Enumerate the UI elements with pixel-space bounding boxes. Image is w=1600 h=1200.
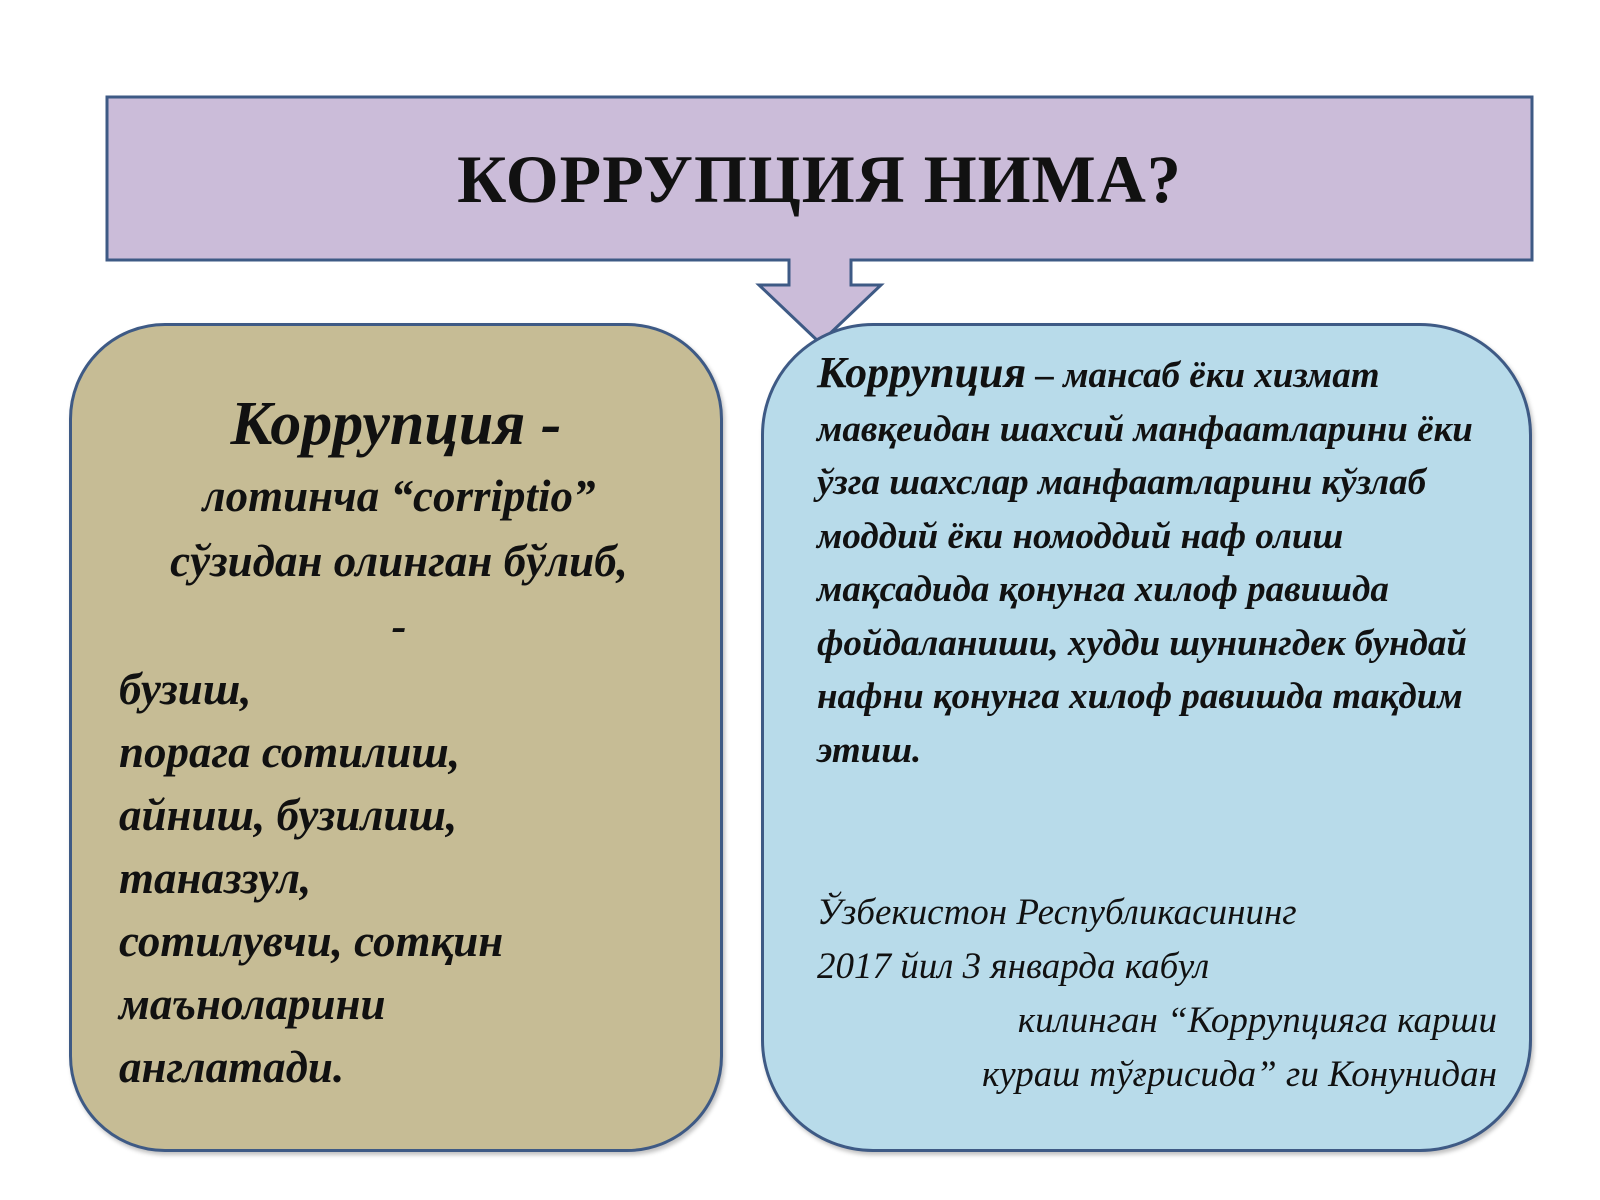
meanings-list — [119, 658, 709, 1099]
definition-term: Коррупция — [817, 348, 1027, 397]
etymology-subtitle — [92, 464, 706, 659]
etymology-subtitle-line: сўзидан олинган бўлиб, — [170, 536, 628, 586]
definition-text — [817, 346, 1497, 777]
etymology-box — [69, 323, 723, 1152]
meaning-item: таназзул, — [119, 853, 312, 903]
definition-body: – мансаб ёки хизмат мавқеидан шахсий манфаатларини ёки ўзга шахслар манфаатларини кўзлаб моддий ёки номоддий наф олиш мақсадида қонунга хилоф равишда фойдаланиши, худди шунингдек бундай нафни қонунга хилоф равишда тақдим этиш. — [817, 355, 1473, 771]
law-source-line: 2017 йил 3 январда кабул — [817, 946, 1210, 987]
law-source — [817, 886, 1497, 1102]
meaning-item: бузиш, — [119, 664, 252, 714]
meaning-item: англатади. — [119, 1042, 345, 1092]
etymology-subtitle-line: - — [391, 601, 407, 651]
law-source-line: Ўзбекистон Республикасининг — [817, 892, 1297, 933]
meaning-item: айниш, бузилиш, — [119, 790, 458, 840]
page-title: КОРРУПЦИЯ НИМА? — [457, 140, 1182, 217]
meaning-item: порага сотилиш, — [119, 727, 461, 777]
law-source-line: килинган “Коррупцияга карши — [1017, 1000, 1497, 1041]
etymology-heading: Коррупция - — [230, 390, 562, 458]
law-source-line: кураш тўғрисида” ги Конунидан — [981, 1054, 1497, 1095]
meaning-item: маъноларини — [119, 979, 386, 1029]
meaning-item: сотилувчи, сотқин — [119, 916, 504, 966]
definition-box — [761, 323, 1532, 1152]
etymology-subtitle-line: лотинча “corriptio” — [202, 471, 596, 521]
